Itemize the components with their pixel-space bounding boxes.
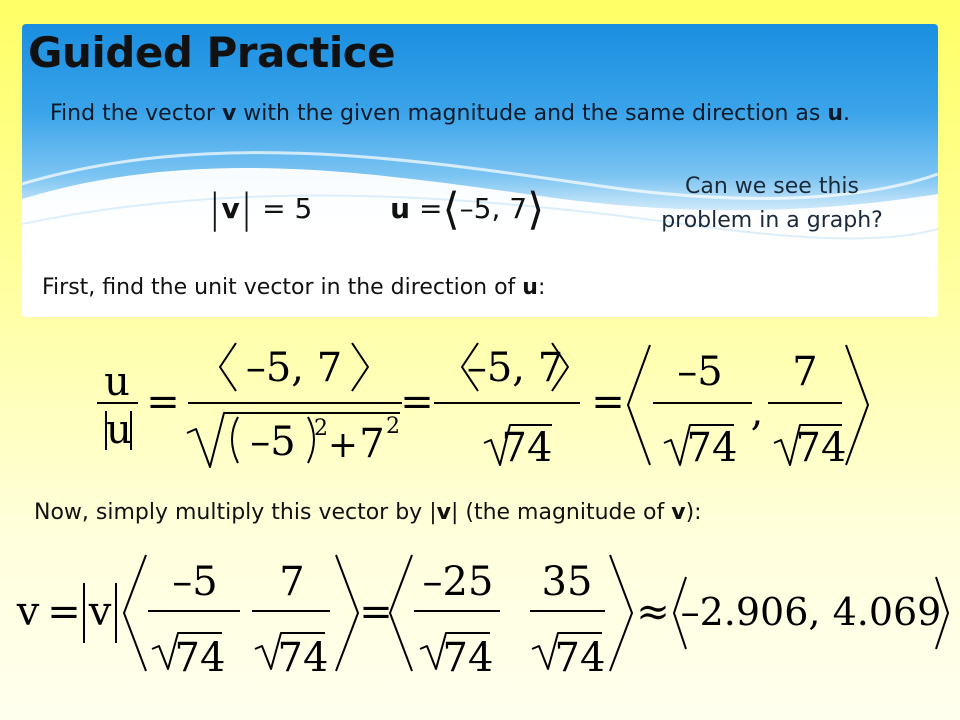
step1-text xyxy=(42,275,545,300)
step2-v2: v xyxy=(671,500,686,525)
eq1-seven: 7 xyxy=(359,421,385,467)
step2-v1: v xyxy=(436,500,451,525)
eq2-result: –2.906, 4.069 xyxy=(680,590,942,634)
eq1-sqrt-value-2: 74 xyxy=(686,425,738,471)
given-u-eq: = xyxy=(418,192,443,225)
step2-text xyxy=(34,500,702,525)
eq1-paren-inner: –5 xyxy=(250,419,296,465)
eq1-numerator-b: 7 xyxy=(792,349,818,395)
eq2-sqrt-value-1: 74 xyxy=(174,635,226,681)
eq2-sqrt-value-3: 74 xyxy=(442,635,494,681)
graph-question-link[interactable] xyxy=(622,170,922,238)
eq2-equals-1: = xyxy=(47,589,81,635)
instruction-text-2: with the given magnitude and the same direction as xyxy=(236,101,828,126)
graph-question-line1: Can we see this xyxy=(685,174,859,199)
graph-question-line2: problem in a graph? xyxy=(661,208,883,233)
eq2-numerator-c: –25 xyxy=(422,559,494,605)
eq1-equals-3: = xyxy=(591,379,625,425)
eq2-sqrt-value-2: 74 xyxy=(277,635,329,681)
eq1-sqrt-value-1: 74 xyxy=(501,425,553,471)
eq1-comma: , xyxy=(750,389,764,435)
final-vector-equation xyxy=(0,545,960,720)
eq2-v: v xyxy=(16,589,40,635)
header-panel xyxy=(22,24,938,317)
abs-bar-right: | xyxy=(239,186,254,232)
eq2-abs-v: v xyxy=(88,589,112,635)
instruction-text-1: Find the vector xyxy=(50,101,222,126)
eq1-exponent-1: 2 xyxy=(314,416,328,441)
eq1-tuple-2: –5, 7 xyxy=(466,345,564,391)
angle-left: ⟨ xyxy=(442,184,460,235)
eq2-approx: ≈ xyxy=(636,589,670,635)
eq2-numerator-d: 35 xyxy=(541,559,593,605)
given-v: v xyxy=(221,192,240,225)
instruction-u: u xyxy=(827,101,844,126)
step1-end: : xyxy=(537,275,546,300)
step2-mid: | (the magnitude of xyxy=(450,500,672,525)
eq1-tuple-1: –5, 7 xyxy=(245,345,343,391)
eq1-plus: + xyxy=(327,425,359,466)
problem-instruction xyxy=(50,98,910,130)
eq1-numerator-a: –5 xyxy=(677,349,723,395)
eq2-equals-2: = xyxy=(359,589,393,635)
instruction-v: v xyxy=(221,101,237,126)
eq1-u-numerator: u xyxy=(104,359,130,405)
eq1-exponent-2: 2 xyxy=(386,414,400,439)
given-u-components: –5, 7 xyxy=(459,192,528,225)
given-magnitude: = 5 xyxy=(262,192,313,225)
abs-bar-left: | xyxy=(208,186,222,232)
step2-body: Now, simply multiply this vector by | xyxy=(34,500,437,525)
step1-u: u xyxy=(522,275,538,300)
eq1-equals-1: = xyxy=(146,379,180,425)
instruction-text-3: . xyxy=(843,101,851,126)
eq2-numerator-b: 7 xyxy=(279,559,305,605)
eq2-sqrt-value-4: 74 xyxy=(554,635,606,681)
eq1-sqrt-value-3: 74 xyxy=(795,425,847,471)
step2-end: ): xyxy=(685,500,702,525)
page-title: Guided Practice xyxy=(28,28,396,77)
step1-body: First, find the unit vector in the direction of xyxy=(42,275,523,300)
eq1-u-denominator: u xyxy=(106,407,132,453)
angle-right: ⟩ xyxy=(527,184,545,235)
given-values xyxy=(208,184,544,235)
eq2-numerator-a: –5 xyxy=(172,559,218,605)
unit-vector-equation xyxy=(0,325,960,480)
given-u: u xyxy=(390,192,411,225)
eq1-equals-2: = xyxy=(400,379,434,425)
